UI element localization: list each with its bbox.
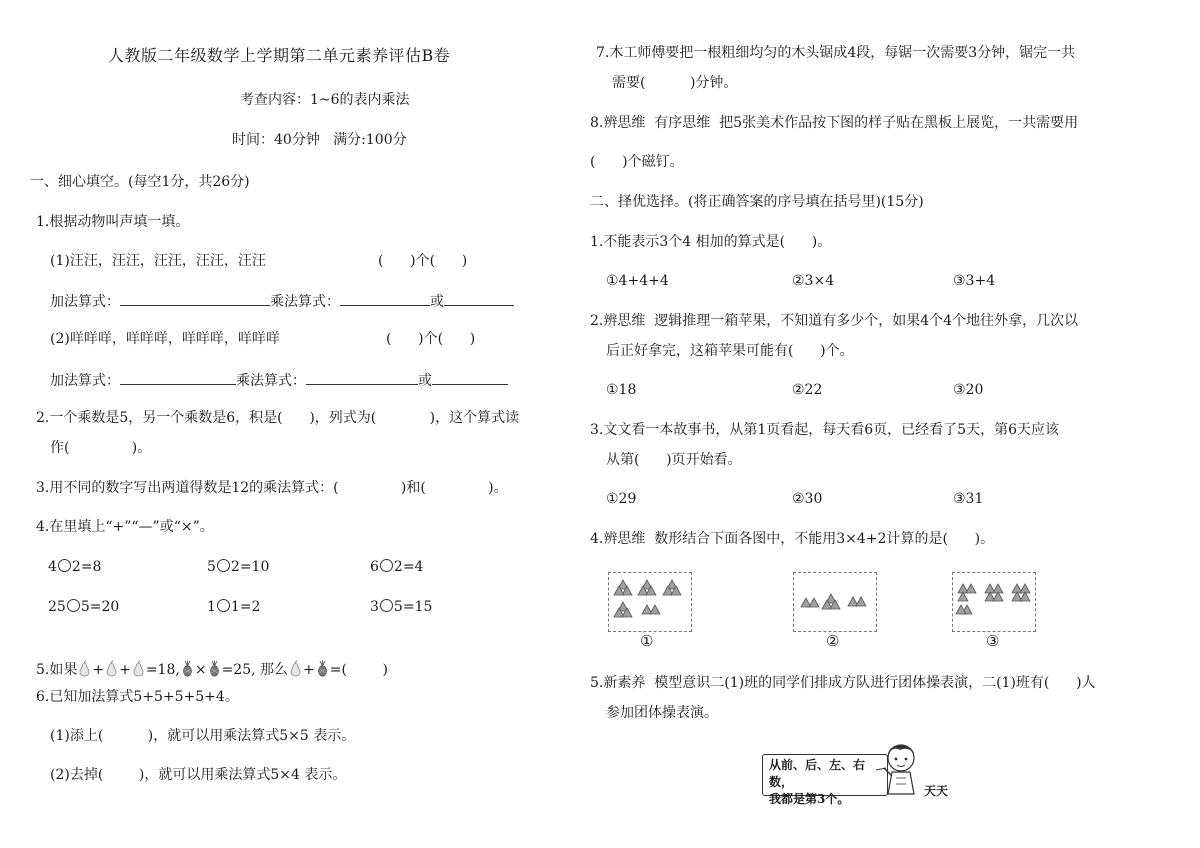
figure-1-box	[608, 572, 692, 632]
option[interactable]: ①29	[606, 491, 637, 507]
operator-circle[interactable]	[380, 599, 393, 612]
or-blank[interactable]	[444, 291, 514, 306]
operator-circle[interactable]	[58, 559, 71, 572]
option[interactable]: ③31	[953, 491, 984, 507]
add-blank[interactable]	[120, 370, 236, 385]
pear-icon	[78, 660, 91, 677]
figure-1-label[interactable]: ①	[640, 632, 654, 650]
q6-part1: (1)添上( )，就可以用乘法算式5×5 表示。	[50, 728, 356, 744]
q4-item[interactable]: 25 5=20	[48, 599, 120, 615]
mul-blank[interactable]	[340, 291, 430, 306]
page-title: 人教版二年级数学上学期第二单元素养评估B卷	[108, 46, 451, 65]
q3: 3.用不同的数字写出两道得数是12的乘法算式：( )和( )。	[36, 480, 508, 496]
add-blank[interactable]	[120, 291, 270, 306]
pear-icon	[289, 660, 302, 677]
option[interactable]: ①4+4+4	[606, 273, 669, 289]
mul-label: 乘法算式：	[236, 373, 306, 389]
or-label: 或	[430, 294, 444, 310]
operator-circle[interactable]	[67, 599, 80, 612]
add-label: 加法算式：	[50, 294, 120, 310]
q1-part2: (2)咩咩咩，咩咩咩，咩咩咩，咩咩咩	[50, 331, 280, 347]
option[interactable]: ②22	[792, 382, 823, 398]
speech-bubble	[762, 754, 888, 806]
s2-q5-line1: 5.新素养 模型意识二(1)班的同学们排成方队进行团体操表演，二(1)班有( )人	[590, 675, 1096, 691]
option[interactable]: ③3+4	[953, 273, 996, 289]
q4-item[interactable]: 6 2=4	[370, 559, 424, 575]
q4-item[interactable]: 3 5=15	[370, 599, 433, 615]
exam-scope: 考查内容：1~6的表内乘法	[240, 92, 410, 108]
or-label: 或	[418, 373, 432, 389]
figure-2-box	[793, 572, 877, 632]
or-blank[interactable]	[432, 370, 508, 385]
kid-illustration	[876, 738, 926, 802]
option[interactable]: ②3×4	[792, 273, 835, 289]
speech-line-1: 从前、后、左、右数，	[769, 758, 866, 789]
q7-line2: 需要( )分钟。	[612, 75, 738, 91]
q1-part1: (1)汪汪，汪汪，汪汪，汪汪，汪汪	[50, 253, 266, 269]
option[interactable]: ②30	[792, 491, 823, 507]
q1-add-row2	[50, 370, 508, 390]
operator-circle[interactable]	[217, 559, 230, 572]
operator-circle[interactable]	[217, 599, 230, 612]
pineapple-icon	[208, 660, 221, 677]
figure-3-label[interactable]: ③	[986, 632, 1000, 650]
exam-time: 时间：40分钟 满分:100分	[232, 132, 407, 148]
q4-stem: 4.在里填上“+”“—”或“×”。	[36, 519, 214, 535]
s2-q3-line2: 从第( )页开始看。	[606, 452, 742, 468]
pear-icon	[105, 660, 118, 677]
pineapple-icon	[181, 660, 194, 677]
section2-heading: 二、择优选择。(将正确答案的序号填在括号里)(15分)	[590, 194, 924, 210]
q4-item[interactable]: 4 2=8	[48, 559, 102, 575]
pineapple-icon	[316, 660, 329, 677]
option[interactable]: ③20	[953, 382, 984, 398]
q8-line2: ( )个磁钉。	[590, 154, 684, 170]
q5: 5.如果 + + =18, × =25, 那么 + =( )	[36, 662, 389, 678]
mul-blank[interactable]	[306, 370, 418, 385]
add-label: 加法算式：	[50, 373, 120, 389]
q2-line2: 作( )。	[50, 440, 152, 456]
q1-stem: 1.根据动物叫声填一填。	[36, 214, 190, 230]
q6-part2: (2)去掉( )，就可以用乘法算式5×4 表示。	[50, 767, 347, 783]
mul-label: 乘法算式：	[270, 294, 340, 310]
figure-2-label[interactable]: ②	[826, 632, 840, 650]
q4-item[interactable]: 5 2=10	[207, 559, 270, 575]
q1-part1-fill: ( )个( )	[378, 253, 468, 269]
q2-line1: 2.一个乘数是5，另一个乘数是6，积是( )，列式为( )，这个算式读	[36, 410, 520, 426]
q1-part2-fill: ( )个( )	[386, 331, 476, 347]
s2-q1-stem: 1.不能表示3个4 相加的算式是( )。	[590, 234, 832, 250]
q8-line1: 8.辨思维 有序思维 把5张美术作品按下图的样子贴在黑板上展览，一共需要用	[590, 115, 1079, 131]
kid-name: 天天	[924, 784, 949, 798]
operator-circle[interactable]	[380, 559, 393, 572]
triangle-groups	[609, 573, 691, 631]
q6-stem: 6.已知加法算式5+5+5+5+4。	[36, 689, 239, 705]
q1-add-row1	[50, 291, 514, 311]
s2-q4-stem: 4.辨思维 数形结合下面各图中，不能用3×4+2计算的是( )。	[590, 531, 995, 547]
option[interactable]: ①18	[606, 382, 637, 398]
s2-q2-line2: 后正好拿完，这箱苹果可能有( )个。	[606, 343, 854, 359]
s2-q5-line2: 参加团体操表演。	[606, 705, 718, 721]
q7-line1: 7.木工师傅要把一根粗细均匀的木头锯成4段，每锯一次需要3分钟，锯完一共	[596, 45, 1076, 61]
q4-item[interactable]: 1 1=2	[207, 599, 261, 615]
s2-q2-line1: 2.辨思维 逻辑推理一箱苹果，不知道有多少个，如果4个4个地往外拿，几次以	[590, 313, 1079, 329]
speech-line-2: 我都是第3个。	[769, 792, 850, 806]
pear-icon	[132, 660, 145, 677]
figure-3-box	[952, 572, 1036, 632]
s2-q3-line1: 3.文文看一本故事书，从第1页看起，每天看6页，已经看了5天，第6天应该	[590, 422, 1059, 438]
section1-heading: 一、细心填空。(每空1分，共26分)	[30, 174, 250, 190]
